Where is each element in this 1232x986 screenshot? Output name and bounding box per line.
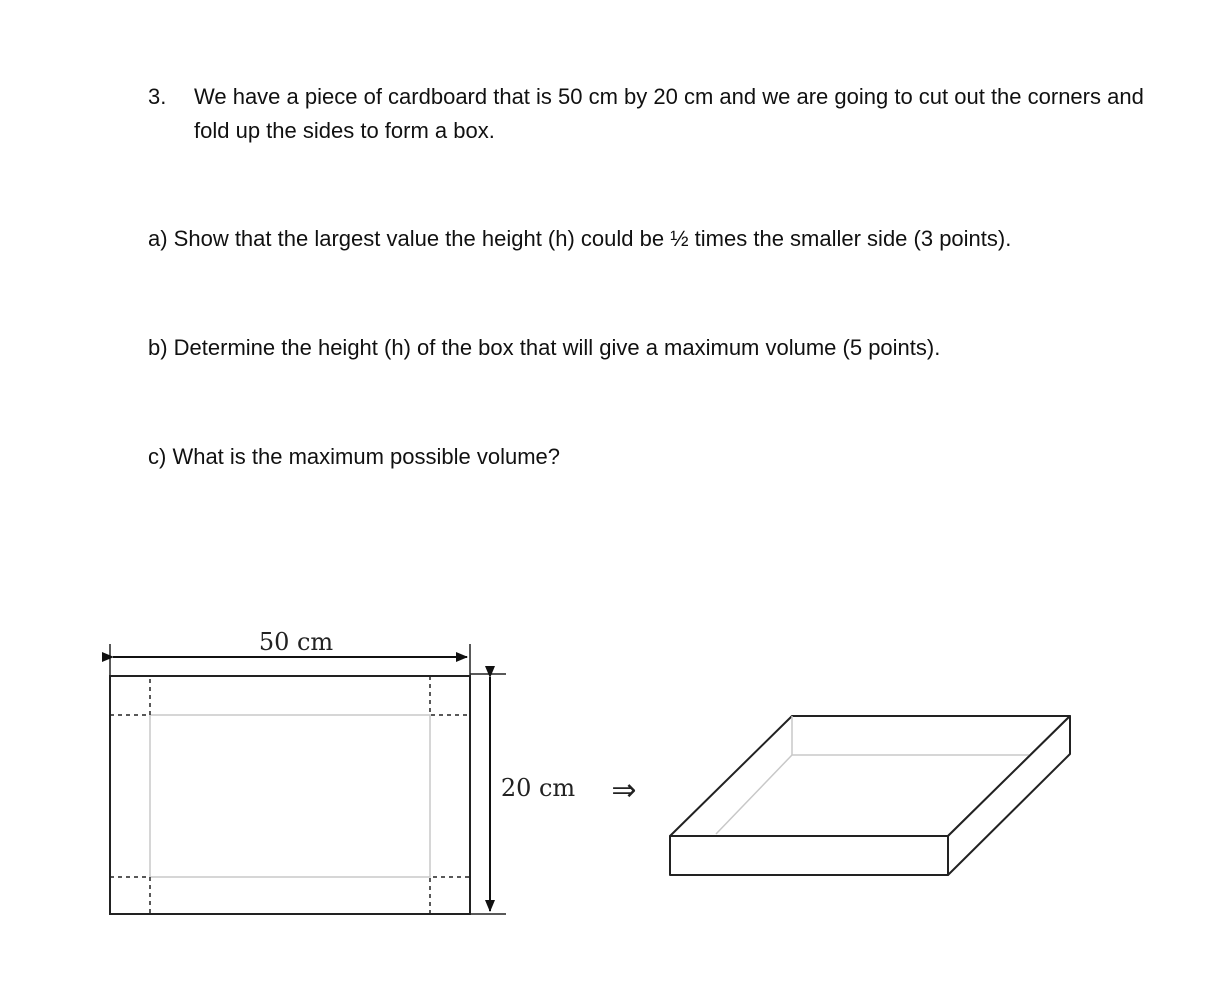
part-a-text: a) Show that the largest value the height (h) could be ½ times the smaller side (3 points). (148, 226, 1012, 251)
question-number: 3. (148, 84, 167, 109)
question-statement: We have a piece of cardboard that is 50 cm by 20 cm and we are going to cut out the corners and fold up the sides to form a box. (194, 84, 1144, 143)
height-label: 20 cm (500, 774, 576, 802)
transform-arrow-icon: ⇒ (611, 773, 637, 808)
part-b-text: b) Determine the height (h) of the box that will give a maximum volume (5 points). (148, 335, 941, 360)
resulting-open-box (670, 716, 1070, 875)
part-c-text: c) What is the maximum possible volume? (148, 444, 561, 469)
width-label: 50 cm (258, 628, 334, 656)
flat-cardboard-sheet (110, 644, 506, 914)
